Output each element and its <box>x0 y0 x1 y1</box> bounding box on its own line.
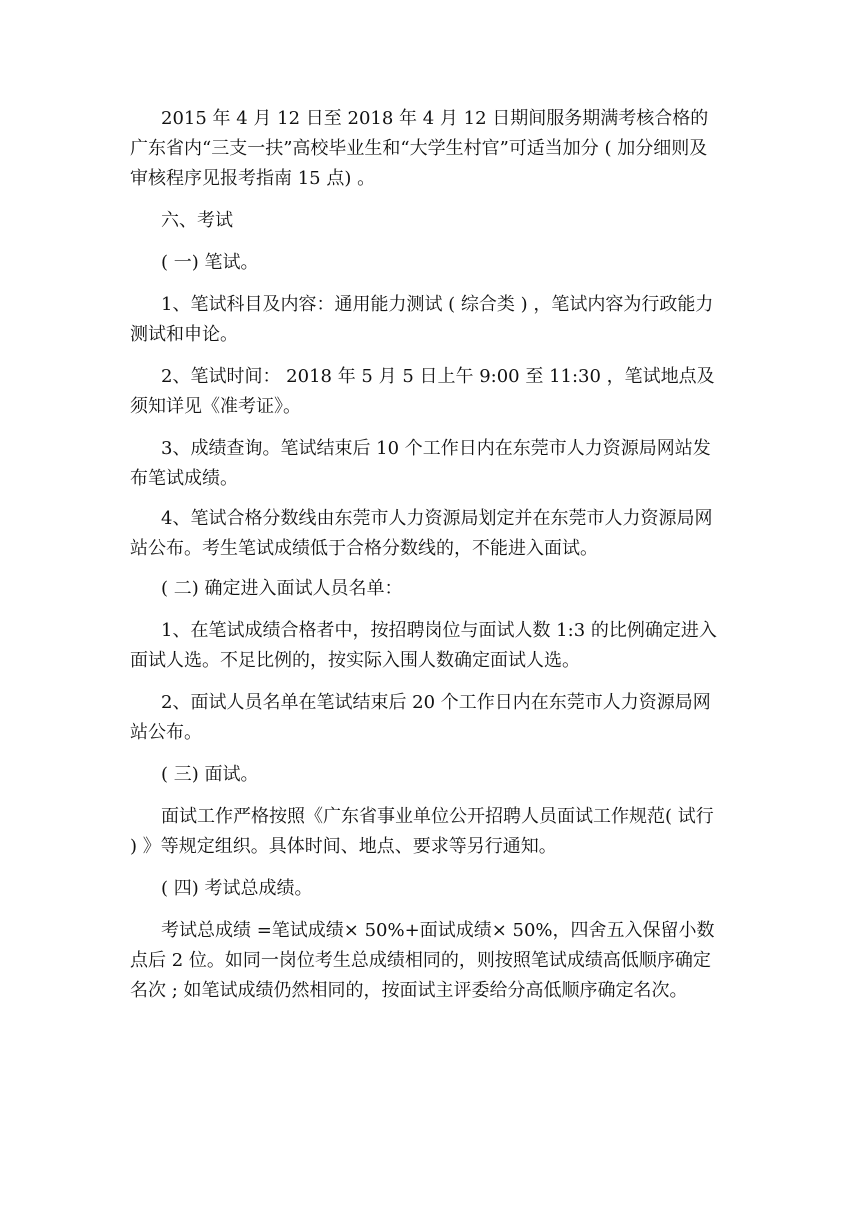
subheading-interview-list: ( 二) 确定进入面试人员名单： <box>161 578 403 599</box>
paragraph-written-test-time: 2、笔试时间： 2018 年 5 月 5 日上午 9:00 至 11:30 ，笔试地点及须知详见《准考证》。 <box>130 366 715 417</box>
paragraph-interview-rules: 面试工作严格按照《广东省事业单位公开招聘人员面试工作规范( 试行 ) 》等规定组织。具体时间、地点、要求等另行通知。 <box>130 806 714 857</box>
subheading-written-test: ( 一) 笔试。 <box>161 252 259 273</box>
paragraph-interview-list-publish: 2、面试人员名单在笔试结束后 20 个工作日内在东莞市人力资源局网站公布。 <box>130 692 711 743</box>
paragraph-passing-line: 4、笔试合格分数线由东莞市人力资源局划定并在东莞市人力资源局网站公布。考生笔试成绩低于合格分数线的，不能进入面试。 <box>130 508 713 559</box>
subheading-total-score: ( 四) 考试总成绩。 <box>161 878 313 899</box>
subheading-interview: ( 三) 面试。 <box>161 764 259 785</box>
paragraph-score-query: 3、成绩查询。笔试结束后 10 个工作日内在东莞市人力资源局网站发布笔试成绩。 <box>130 438 711 489</box>
paragraph-bonus-points: 2015 年 4 月 12 日至 2018 年 4 月 12 日期间服务期满考核合格的广东省内“三支一扶”高校毕业生和“大学生村官”可适当加分 ( 加分细则及审核程序见报考指南 15 点) 。 <box>130 108 709 189</box>
paragraph-written-test-subjects: 1、笔试科目及内容：通用能力测试 ( 综合类 ) ，笔试内容为行政能力测试和申论。 <box>130 294 714 345</box>
paragraph-interview-ratio: 1、在笔试成绩合格者中，按招聘岗位与面试人数 1:3 的比例确定进入面试人选。不足比例的，按实际入围人数确定面试人选。 <box>130 620 717 671</box>
section-heading-exam: 六、考试 <box>161 210 233 231</box>
paragraph-total-score-formula: 考试总成绩 =笔试成绩× 50%+面试成绩× 50%，四舍五入保留小数点后 2 位。如同一岗位考生总成绩相同的，则按照笔试成绩高低顺序确定名次 ; 如笔试成绩仍然相同的，按面试主评委给分高低顺序确定名次。 <box>130 920 715 1001</box>
